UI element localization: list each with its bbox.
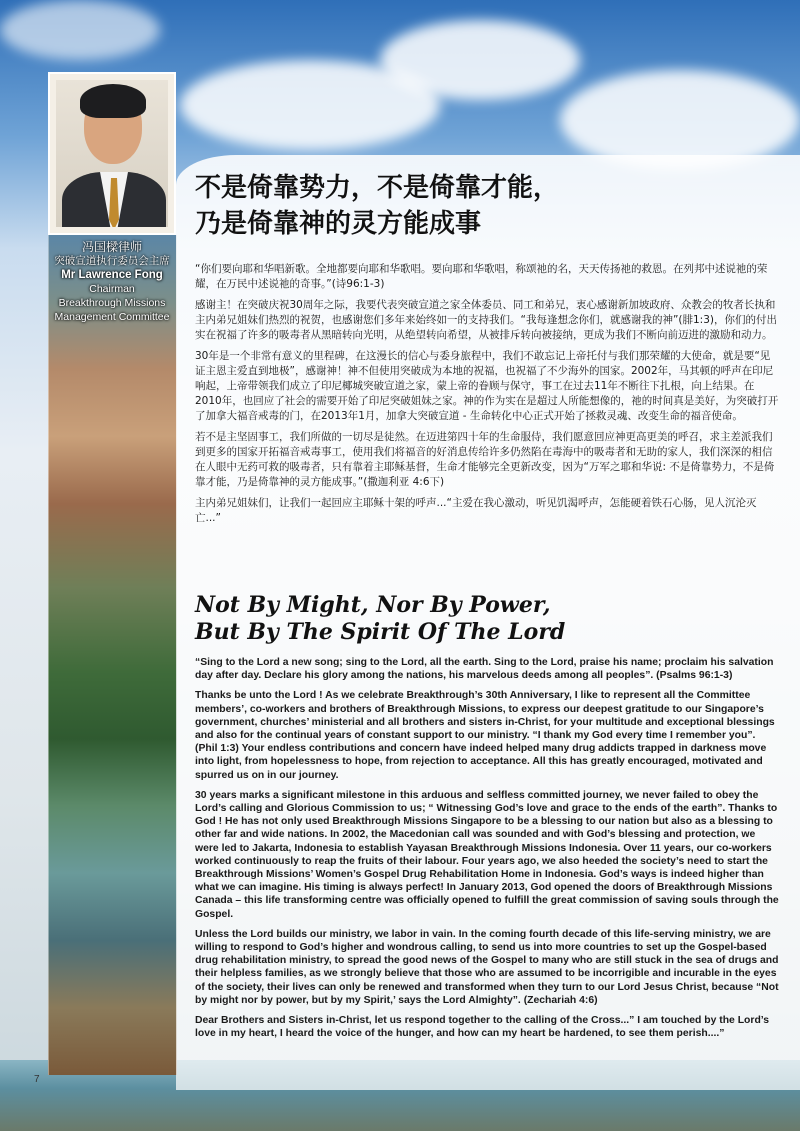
portrait-photo <box>48 72 176 235</box>
english-body <box>195 656 780 1047</box>
page-number: 7 <box>34 1074 40 1085</box>
cloud <box>0 0 160 60</box>
mountain-lake-strip <box>48 235 177 1075</box>
english-title: Not By Might, Nor By Power, But By The Spirit Of The Lord <box>195 592 566 645</box>
author-title-en-line-3: Management Committee <box>54 311 170 323</box>
chinese-paragraph: 30年是一个非常有意义的里程碑，在这漫长的信心与委身旅程中，我们不敢忘记上帝托付与我们那荣耀的大使命，就是要“见证主恩主爱直到地极”，感谢神！神不但使用突破成为本地的祝福，也祝福了不少海外的国家。2002年，马其顿的呼声在印尼响起，上帝带领我们成立了印尼椰城突破宣道之家，蒙上帝的眷顾与保守，事工在过去11年不断往下扎根，向上结果。在2010年，也回应了社会的需要开始了印尼突破姐妹之家。神的作为实在是超过人所能想像的，祂的时间真是美好，为突破打开了加拿大福音戒毒的门，在2013年1月，加拿大突破宣道 - 生命转化中心正式开始了拯救灵魂、改变生命的福音使命。 <box>195 350 779 422</box>
english-paragraph: 30 years marks a significant milestone in this arduous and selfless committed journey, we never failed to obey the Lord’s calling and Glorious Commission to us; “ Witnessing God’s love and grace to the ends of the earth”. Thanks to God ! He has not only used Breakthrough Missions Singapore to be a blessing to our nation but also as a blessing to other far and wide nations. In 2002, the Macedonian call was sounded and with God’s blessing and protection, we were led to Jakarta, Indonesia to establish Yayasan Breakthrough Missions Indonesia. Over 11 years, our co-workers worked continuously to reap the fruits of their labour. Four years ago, we also heeded the society’s need to start the Breakthrough Missions’ Women’s Gospel Drug Rehabilitation Home in Indonesia. God’s ways is indeed higher than what we can imagine. His timing is always perfect! In January 2013, God opened the doors of Breakthrough Missions Canada – this life transforming centre was officially opened to fulfill the great commission of saving souls through the Gospel. <box>195 789 779 920</box>
author-name-zh: 冯国樑律师 <box>81 240 142 254</box>
author-title-zh: 突破宣道执行委员会主席 <box>54 255 170 267</box>
chinese-paragraph: 若不是主坚固事工，我们所做的一切尽是徒然。在迈进第四十年的生命服侍，我们愿意回应神更高更美的呼召，求主差派我们到更多的国家开拓福音戒毒事工，使用我们将福音的好消息传给许多仍然陷在毒海中的吸毒者和无助的家人，我们深深的相信在人眼中无药可救的吸毒者，只有靠着主耶稣基督，生命才能够完全更新改变，因为“万军之耶和华说: 不是倚靠势力，不是倚靠才能，乃是倚靠神的灵方能成事。”(撒迦利亚 4:6下) <box>195 431 775 488</box>
chinese-paragraph: “你们要向耶和华唱新歌。全地都要向耶和华歌唱。要向耶和华歌唱，称颂祂的名，天天传扬祂的救恩。在列邦中述说祂的荣耀，在万民中述说祂的奇事。”(诗96:1-3) <box>195 263 768 290</box>
author-bio <box>48 240 176 324</box>
author-name-en: Mr Lawrence Fong <box>61 269 163 281</box>
english-paragraph: Dear Brothers and Sisters in-Christ, let us respond together to the calling of the Cross...” I am touched by the Lord’s love in my heart, I heard the voice of the hunger, and how can my heart be hardened, to see them perish....” <box>195 1015 770 1040</box>
chinese-paragraph: 主内弟兄姐妹们，让我们一起回应主耶稣十架的呼声...“主爱在我心激动，听见饥渴呼声，怎能硬着铁石心肠，见人沉沦灭亡...” <box>195 497 757 524</box>
english-paragraph: “Sing to the Lord a new song; sing to the Lord, all the earth. Sing to the Lord, praise his name; proclaim his salvation day after day. Declare his glory among the nations, his marvelous deeds among all peoples”. (Psalms 96:1-3) <box>195 657 774 682</box>
cloud <box>380 20 580 100</box>
english-paragraph: Thanks be unto the Lord ! As we celebrate Breakthrough’s 30th Anniversary, I like to represent all the Committee members’, co-workers and brothers of Breakthrough Missions, to express our deepest gratitude to our Singapore’s government, churches’ ministerial and all brothers and sisters in-Christ, for your multitude and exceptional blessings and also for the continual years of constant support to our ministry. “I thank my God every time I remember you”. (Phil 1:3) Your endless contributions and concern have indeed helped many drug addicts trapped in darkness move into light, from hopelessness to hope, from rejection to acceptance. All this has greatly encouraged, motivated and spurred us on in our journey. <box>195 690 775 781</box>
chinese-body <box>195 262 780 532</box>
english-paragraph: Unless the Lord builds our ministry, we labor in vain. In the coming fourth decade of this life-serving ministry, we are willing to respond to God’s higher and wondrous calling, to send us into more countries to set up the Gospel-based drug rehabilitation ministry, to spread the good news of the Gospel to many who are still stuck in the sea of drugs and their helpless families, as we strongly believe that those who are assumed to be incorrigible and incurable in the eyes of the society, their lives can only be renewed and transformed when they turn to our Lord Jesus Christ, because “Not by might nor by power, but by my Spirit,’ says the Lord Almighty”. (Zechariah 4:6) <box>195 928 779 1006</box>
author-title-en-line-2: Breakthrough Missions <box>58 297 166 309</box>
chinese-title: 不是倚靠势力，不是倚靠才能， 乃是倚靠神的灵方能成事 <box>195 173 560 239</box>
chinese-paragraph: 感谢主！在突破庆祝30周年之际，我要代表突破宣道之家全体委员、同工和弟兄，衷心感谢新加坡政府、众教会的牧者长执和主内弟兄姐妹们热烈的祝贺，也感谢您们多年来始终如一的支持我们。“我每逢想念你们，就感谢我的神”(腓1:3)，你们的付出实在祝福了许多的吸毒者从黑暗转向光明，从绝望转向希望，从被排斥转向被接纳，更成为我们不断向前迈进的激励和动力。 <box>195 299 777 341</box>
author-title-en-line-1: Chairman <box>89 283 135 295</box>
